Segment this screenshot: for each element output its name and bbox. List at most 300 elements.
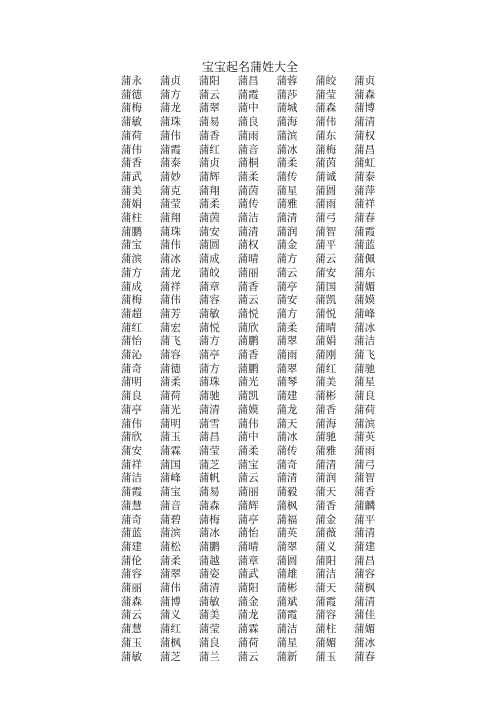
name-cell: 蒲珠 <box>198 376 220 389</box>
name-cell: 蒲霞 <box>237 88 259 101</box>
name-cell: 蒲良 <box>198 636 220 649</box>
name-cell: 蒲洁 <box>121 472 142 485</box>
name-cell: 蒲清 <box>198 403 220 416</box>
name-cell: 蒲莹 <box>159 198 181 211</box>
name-cell: 蒲珠 <box>159 225 181 238</box>
name-cell: 蒲芝 <box>198 458 220 471</box>
name-cell: 蒲媚 <box>354 623 376 636</box>
name-row <box>121 349 393 363</box>
name-cell: 蒲洁 <box>237 212 259 225</box>
name-cell: 蒲武 <box>121 170 142 183</box>
name-cell: 蒲香 <box>198 129 220 142</box>
name-cell: 蒲佳 <box>354 609 376 622</box>
name-cell: 蒲霖 <box>159 444 181 457</box>
name-cell: 蒲圆 <box>198 239 220 252</box>
name-row <box>121 130 393 144</box>
name-cell: 蒲皎 <box>315 75 337 87</box>
name-cell: 蒲德 <box>121 88 142 101</box>
name-cell: 蒲荷 <box>121 129 142 142</box>
name-cell: 蒲霞 <box>276 609 298 622</box>
name-cell: 蒲英 <box>354 431 376 444</box>
name-cell: 蒲昌 <box>198 431 220 444</box>
name-cell: 蒲泰 <box>159 157 181 170</box>
name-cell: 蒲翔 <box>159 212 181 225</box>
name-row <box>121 116 393 130</box>
name-cell: 蒲欣 <box>121 431 142 444</box>
name-cell: 蒲玉 <box>315 650 337 663</box>
name-cell: 蒲星 <box>354 376 376 389</box>
name-cell: 蒲清 <box>198 582 220 595</box>
name-cell: 蒲义 <box>315 540 337 553</box>
name-cell: 蒲良 <box>121 390 142 403</box>
name-cell: 蒲枫 <box>354 582 376 595</box>
name-cell: 蒲建 <box>276 390 298 403</box>
name-cell: 蒲怡 <box>237 527 259 540</box>
name-cell: 蒲悦 <box>315 307 337 320</box>
name-cell: 蒲天 <box>315 582 337 595</box>
name-cell: 蒲方 <box>159 88 181 101</box>
name-cell: 蒲城 <box>276 102 298 115</box>
name-cell: 蒲云 <box>276 266 298 279</box>
name-cell: 蒲智 <box>315 225 337 238</box>
name-cell: 蒲玉 <box>121 636 142 649</box>
name-cell: 蒲成 <box>198 253 220 266</box>
name-cell: 蒲翠 <box>159 568 181 581</box>
name-cell: 蒲莹 <box>198 623 220 636</box>
name-cell: 蒲滨 <box>276 129 298 142</box>
name-row <box>121 294 393 308</box>
name-cell: 蒲亭 <box>121 403 142 416</box>
name-cell: 蒲国 <box>159 458 181 471</box>
name-cell: 蒲方 <box>276 307 298 320</box>
name-cell: 蒲娟 <box>315 335 337 348</box>
name-row <box>121 75 393 89</box>
name-cell: 蒲莹 <box>198 444 220 457</box>
name-cell: 蒲容 <box>198 294 220 307</box>
name-cell: 蒲雨 <box>237 129 259 142</box>
name-cell: 蒲茵 <box>237 184 259 197</box>
name-cell: 蒲阳 <box>315 554 337 567</box>
name-cell: 蒲永 <box>121 75 142 87</box>
name-cell: 蒲建 <box>121 540 142 553</box>
name-row <box>121 609 393 623</box>
name-cell: 蒲晴 <box>237 540 259 553</box>
name-cell: 蒲虹 <box>354 157 376 170</box>
name-cell: 蒲凯 <box>315 294 337 307</box>
name-cell: 蒲悦 <box>198 321 220 334</box>
name-cell: 蒲翠 <box>276 335 298 348</box>
name-cell: 蒲丽 <box>237 266 259 279</box>
name-cell: 蒲辉 <box>237 499 259 512</box>
name-cell: 蒲蓉 <box>276 75 298 87</box>
name-cell: 蒲香 <box>354 486 376 499</box>
name-cell: 蒲云 <box>198 88 220 101</box>
name-cell: 蒲昌 <box>354 143 376 156</box>
name-cell: 蒲天 <box>276 417 298 430</box>
name-cell: 蒲柔 <box>276 157 298 170</box>
name-cell: 蒲翔 <box>198 184 220 197</box>
name-row <box>121 267 393 281</box>
name-cell: 蒲洁 <box>315 568 337 581</box>
name-row <box>121 157 393 171</box>
name-cell: 蒲容 <box>315 609 337 622</box>
name-cell: 蒲梅 <box>315 143 337 156</box>
name-cell: 蒲龙 <box>276 403 298 416</box>
name-cell: 蒲雨 <box>354 444 376 457</box>
name-cell: 蒲光 <box>237 376 259 389</box>
name-row <box>121 376 393 390</box>
name-cell: 蒲洁 <box>354 335 376 348</box>
name-cell: 蒲娟 <box>121 198 142 211</box>
name-cell: 蒲红 <box>159 623 181 636</box>
name-cell: 蒲奇 <box>121 362 142 375</box>
name-row <box>121 568 393 582</box>
name-cell: 蒲香 <box>121 157 142 170</box>
name-cell: 蒲克 <box>159 184 181 197</box>
name-cell: 蒲龙 <box>159 266 181 279</box>
name-cell: 蒲雨 <box>315 198 337 211</box>
name-cell: 蒲滨 <box>121 253 142 266</box>
name-cell: 蒲云 <box>237 294 259 307</box>
name-cell: 蒲敏 <box>198 595 220 608</box>
name-cell: 蒲梅 <box>121 102 142 115</box>
name-cell: 蒲亭 <box>198 349 220 362</box>
name-cell: 蒲博 <box>159 595 181 608</box>
name-cell: 蒲敏 <box>121 116 142 129</box>
name-cell: 蒲光 <box>159 403 181 416</box>
name-cell: 蒲鹏 <box>121 225 142 238</box>
name-cell: 蒲飞 <box>159 335 181 348</box>
name-cell: 蒲亭 <box>237 513 259 526</box>
name-cell: 蒲滨 <box>354 417 376 430</box>
name-cell: 蒲圆 <box>315 184 337 197</box>
name-cell: 蒲清 <box>354 116 376 129</box>
name-cell: 蒲龙 <box>159 102 181 115</box>
name-cell: 蒲弓 <box>354 458 376 471</box>
name-cell: 蒲弓 <box>315 212 337 225</box>
name-cell: 蒲泰 <box>354 170 376 183</box>
name-cell: 蒲彬 <box>315 390 337 403</box>
name-cell: 蒲美 <box>198 609 220 622</box>
name-cell: 蒲祥 <box>121 458 142 471</box>
name-cell: 蒲驰 <box>354 362 376 375</box>
name-row <box>121 171 393 185</box>
name-cell: 蒲超 <box>121 307 142 320</box>
name-cell: 蒲昌 <box>237 75 259 87</box>
name-row <box>121 212 393 226</box>
name-row <box>121 253 393 267</box>
name-cell: 蒲方 <box>198 335 220 348</box>
name-row <box>121 226 393 240</box>
name-cell: 蒲柔 <box>159 376 181 389</box>
name-cell: 蒲武 <box>237 568 259 581</box>
name-cell: 蒲柔 <box>237 170 259 183</box>
name-cell: 蒲姿 <box>198 568 220 581</box>
name-cell: 蒲鹏 <box>237 362 259 375</box>
name-cell: 蒲方 <box>198 362 220 375</box>
name-row <box>121 527 393 541</box>
name-cell: 蒲伟 <box>159 239 181 252</box>
name-cell: 蒲安 <box>276 294 298 307</box>
name-row <box>121 322 393 336</box>
name-cell: 蒲茵 <box>198 212 220 225</box>
name-cell: 蒲良 <box>354 390 376 403</box>
name-cell: 蒲滨 <box>159 527 181 540</box>
name-cell: 蒲祥 <box>354 198 376 211</box>
name-cell: 蒲伟 <box>121 417 142 430</box>
name-cell: 蒲鹏 <box>198 540 220 553</box>
name-row <box>121 431 393 445</box>
name-cell: 蒲峰 <box>159 472 181 485</box>
name-cell: 蒲云 <box>237 650 259 663</box>
name-cell: 蒲柱 <box>315 623 337 636</box>
name-cell: 蒲传 <box>276 444 298 457</box>
name-cell: 蒲传 <box>276 170 298 183</box>
name-cell: 蒲雪 <box>198 417 220 430</box>
name-cell: 蒲天 <box>315 486 337 499</box>
name-cell: 蒲冰 <box>276 143 298 156</box>
name-cell: 蒲英 <box>276 527 298 540</box>
name-cell: 蒲丽 <box>121 582 142 595</box>
name-row <box>121 198 393 212</box>
name-cell: 蒲麟 <box>354 499 376 512</box>
name-cell: 蒲云 <box>237 472 259 485</box>
name-cell: 蒲松 <box>159 540 181 553</box>
name-cell: 蒲祥 <box>159 280 181 293</box>
name-cell: 蒲桐 <box>237 157 259 170</box>
name-cell: 蒲安 <box>121 444 142 457</box>
name-cell: 蒲翠 <box>276 540 298 553</box>
name-cell: 蒲伟 <box>159 582 181 595</box>
name-cell: 蒲清 <box>315 458 337 471</box>
name-cell: 蒲昌 <box>354 554 376 567</box>
name-cell: 蒲森 <box>121 595 142 608</box>
name-cell: 蒲龙 <box>237 609 259 622</box>
name-cell: 蒲晴 <box>315 321 337 334</box>
name-cell: 蒲宝 <box>237 458 259 471</box>
name-cell: 蒲安 <box>198 225 220 238</box>
name-cell: 蒲音 <box>237 143 259 156</box>
name-cell: 蒲明 <box>159 417 181 430</box>
name-cell: 蒲刚 <box>315 349 337 362</box>
name-row <box>121 335 393 349</box>
name-cell: 蒲芳 <box>159 307 181 320</box>
name-cell: 蒲红 <box>121 321 142 334</box>
name-row <box>121 281 393 295</box>
name-cell: 蒲森 <box>315 102 337 115</box>
name-cell: 蒲嫫 <box>354 294 376 307</box>
name-cell: 蒲敏 <box>198 307 220 320</box>
name-cell: 蒲音 <box>159 499 181 512</box>
name-row <box>121 514 393 528</box>
name-cell: 蒲茵 <box>315 157 337 170</box>
name-cell: 蒲东 <box>315 129 337 142</box>
name-row <box>121 239 393 253</box>
name-cell: 蒲安 <box>315 266 337 279</box>
name-cell: 蒲驰 <box>315 431 337 444</box>
name-cell: 蒲国 <box>315 280 337 293</box>
name-cell: 蒲慧 <box>121 623 142 636</box>
name-row <box>121 144 393 158</box>
name-cell: 蒲新 <box>276 650 298 663</box>
name-cell: 蒲阳 <box>198 75 220 87</box>
name-cell: 蒲敏 <box>121 650 142 663</box>
name-cell: 蒲蓝 <box>354 239 376 252</box>
name-cell: 蒲中 <box>237 431 259 444</box>
name-cell: 蒲福 <box>276 513 298 526</box>
name-row <box>121 651 393 665</box>
name-cell: 蒲宝 <box>159 486 181 499</box>
name-cell: 蒲嫫 <box>237 403 259 416</box>
name-cell: 蒲珠 <box>159 116 181 129</box>
name-cell: 蒲枫 <box>159 636 181 649</box>
name-cell: 蒲亭 <box>276 280 298 293</box>
name-cell: 蒲权 <box>237 239 259 252</box>
name-cell: 蒲彬 <box>276 582 298 595</box>
name-cell: 蒲柱 <box>121 212 142 225</box>
name-cell: 蒲雨 <box>276 349 298 362</box>
name-cell: 蒲德 <box>159 362 181 375</box>
name-row <box>121 308 393 322</box>
name-cell: 蒲润 <box>315 472 337 485</box>
name-cell: 蒲伟 <box>237 417 259 430</box>
name-row <box>121 185 393 199</box>
name-cell: 蒲媚 <box>315 636 337 649</box>
name-cell: 蒲霞 <box>159 143 181 156</box>
name-cell: 蒲清 <box>276 212 298 225</box>
name-cell: 蒲奇 <box>276 458 298 471</box>
name-cell: 蒲森 <box>198 499 220 512</box>
name-cell: 蒲蓝 <box>121 527 142 540</box>
name-row <box>121 363 393 377</box>
name-cell: 蒲伟 <box>315 116 337 129</box>
name-cell: 蒲易 <box>198 486 220 499</box>
name-cell: 蒲皎 <box>198 266 220 279</box>
name-cell: 蒲权 <box>354 129 376 142</box>
name-cell: 蒲香 <box>237 349 259 362</box>
name-cell: 蒲伟 <box>121 143 142 156</box>
name-cell: 蒲红 <box>198 143 220 156</box>
name-cell: 蒲冰 <box>354 321 376 334</box>
name-cell: 蒲翠 <box>276 362 298 375</box>
name-cell: 蒲冰 <box>159 253 181 266</box>
name-row <box>121 637 393 651</box>
name-cell: 蒲云 <box>121 609 142 622</box>
name-cell: 蒲冰 <box>354 636 376 649</box>
name-row <box>121 596 393 610</box>
name-cell: 蒲章 <box>198 280 220 293</box>
name-cell: 蒲媚 <box>354 280 376 293</box>
name-cell: 蒲晴 <box>237 253 259 266</box>
name-cell: 蒲悦 <box>237 307 259 320</box>
name-cell: 蒲星 <box>276 636 298 649</box>
name-cell: 蒲薇 <box>315 527 337 540</box>
name-cell: 蒲荷 <box>237 636 259 649</box>
name-cell: 蒲琴 <box>276 376 298 389</box>
name-cell: 蒲伟 <box>159 294 181 307</box>
name-cell: 蒲峰 <box>354 307 376 320</box>
name-cell: 蒲帆 <box>198 472 220 485</box>
name-cell: 蒲伟 <box>159 129 181 142</box>
name-cell: 蒲莎 <box>276 88 298 101</box>
name-cell: 蒲清 <box>237 225 259 238</box>
name-cell: 蒲金 <box>315 513 337 526</box>
name-cell: 蒲柔 <box>159 554 181 567</box>
name-cell: 蒲欣 <box>237 321 259 334</box>
name-cell: 蒲香 <box>315 499 337 512</box>
name-cell: 蒲森 <box>354 88 376 101</box>
name-cell: 蒲方 <box>276 253 298 266</box>
name-cell: 蒲章 <box>237 554 259 567</box>
name-row <box>121 89 393 103</box>
name-cell: 蒲智 <box>354 472 376 485</box>
name-row <box>121 445 393 459</box>
name-cell: 蒲博 <box>354 102 376 115</box>
name-row <box>121 390 393 404</box>
name-cell: 蒲容 <box>121 568 142 581</box>
name-cell: 蒲荷 <box>354 403 376 416</box>
name-cell: 蒲春 <box>354 212 376 225</box>
name-cell: 蒲梅 <box>198 513 220 526</box>
name-cell: 蒲金 <box>276 239 298 252</box>
name-cell: 蒲清 <box>276 472 298 485</box>
name-grid <box>121 75 393 664</box>
name-cell: 蒲贞 <box>354 75 376 87</box>
name-cell: 蒲平 <box>354 513 376 526</box>
name-cell: 蒲冰 <box>276 431 298 444</box>
name-cell: 蒲斌 <box>276 595 298 608</box>
name-row <box>121 472 393 486</box>
name-cell: 蒲阳 <box>237 582 259 595</box>
name-cell: 蒲梅 <box>121 294 142 307</box>
name-cell: 蒲霞 <box>121 486 142 499</box>
name-cell: 蒲方 <box>121 266 142 279</box>
name-cell: 蒲佩 <box>354 253 376 266</box>
name-cell: 蒲霞 <box>354 225 376 238</box>
name-cell: 蒲沁 <box>121 349 142 362</box>
name-cell: 蒲海 <box>276 116 298 129</box>
name-cell: 蒲雅 <box>315 444 337 457</box>
name-cell: 蒲伦 <box>121 554 142 567</box>
name-cell: 蒲宝 <box>121 239 142 252</box>
name-cell: 蒲清 <box>354 527 376 540</box>
name-cell: 蒲芝 <box>159 650 181 663</box>
name-row <box>121 555 393 569</box>
name-row <box>121 486 393 500</box>
name-cell: 蒲润 <box>276 225 298 238</box>
name-cell: 蒲香 <box>237 280 259 293</box>
name-cell: 蒲东 <box>354 266 376 279</box>
name-row <box>121 582 393 596</box>
name-cell: 蒲传 <box>237 198 259 211</box>
name-row <box>121 541 393 555</box>
name-cell: 蒲洁 <box>276 623 298 636</box>
name-cell: 蒲霞 <box>315 595 337 608</box>
name-cell: 蒲诚 <box>315 170 337 183</box>
name-cell: 蒲柔 <box>237 444 259 457</box>
name-cell: 蒲越 <box>198 554 220 567</box>
name-cell: 蒲义 <box>159 609 181 622</box>
name-cell: 蒲贞 <box>198 157 220 170</box>
name-cell: 蒲良 <box>237 116 259 129</box>
name-cell: 蒲慧 <box>121 499 142 512</box>
name-cell: 蒲容 <box>159 349 181 362</box>
name-cell: 蒲雅 <box>276 198 298 211</box>
name-cell: 蒲枫 <box>276 499 298 512</box>
name-cell: 蒲成 <box>121 280 142 293</box>
name-cell: 蒲红 <box>315 362 337 375</box>
name-cell: 蒲辉 <box>198 170 220 183</box>
